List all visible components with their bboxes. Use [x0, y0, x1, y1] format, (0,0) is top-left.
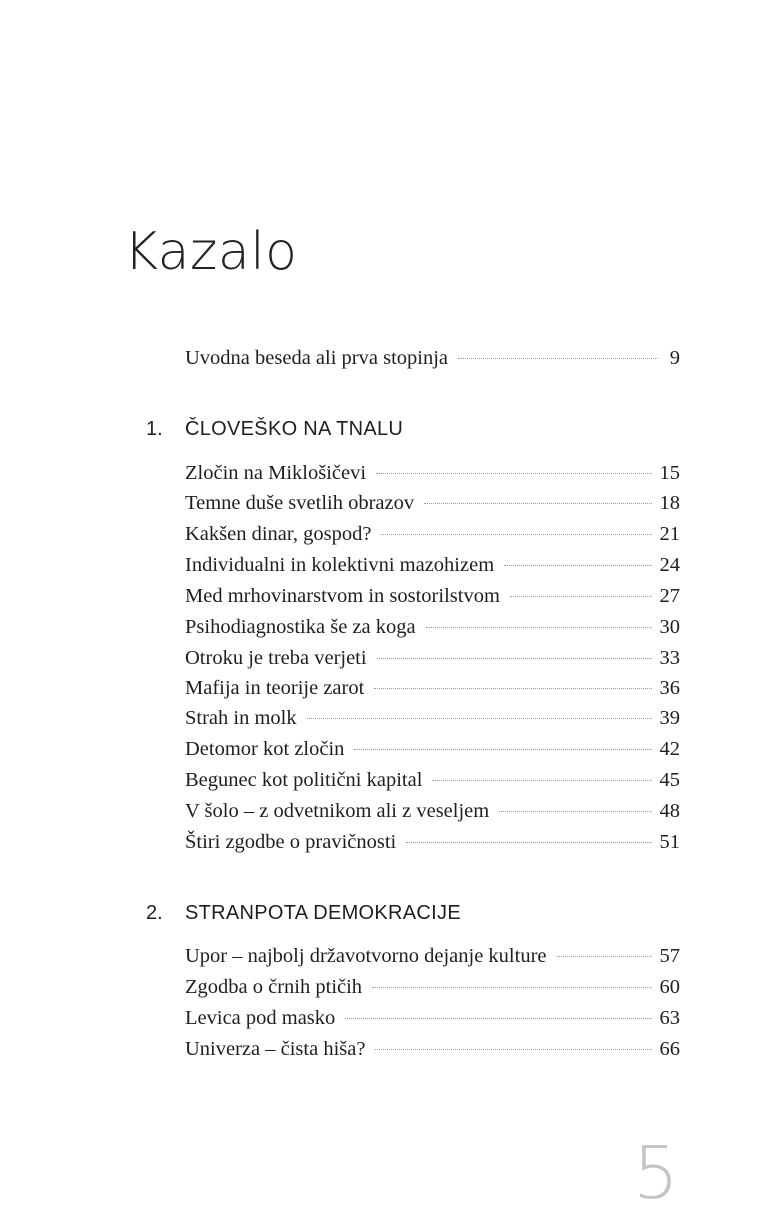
toc-entry[interactable] [185, 768, 680, 792]
dot-leader [381, 533, 651, 535]
toc-entry-page: 63 [659, 1007, 680, 1029]
toc-entry-title: Uvodna beseda ali prva stopinja [185, 347, 449, 369]
toc-entry-title: Psihodiagnostika še za koga [185, 616, 416, 638]
page-title: Kazalo [124, 222, 298, 282]
toc-entry-page: 51 [659, 831, 680, 853]
toc-entry-page: 60 [659, 976, 680, 998]
toc-entry[interactable] [185, 706, 680, 730]
toc-entry-title: Upor – najbolj državotvorno dejanje kulture [185, 945, 547, 967]
toc-entry[interactable] [185, 830, 680, 854]
dot-leader [499, 810, 651, 812]
toc-entry-page: 36 [659, 677, 680, 699]
toc-entry[interactable] [185, 615, 680, 639]
chapter-number: 2. [146, 902, 163, 924]
toc-entry-page: 45 [659, 769, 680, 791]
toc-entry[interactable] [185, 975, 680, 999]
toc-entry-page: 21 [659, 523, 680, 545]
toc-entry[interactable] [185, 646, 680, 670]
toc-entry-title: Individualni in kolektivni mazohizem [185, 554, 495, 576]
toc-entry-title: Zgodba o črnih ptičih [185, 976, 363, 998]
toc-entry-page: 33 [659, 647, 680, 669]
toc-entry-page: 48 [659, 800, 680, 822]
dot-leader [372, 986, 651, 988]
toc-entry-page: 24 [659, 554, 680, 576]
toc-entry[interactable] [185, 1006, 680, 1030]
toc-entry[interactable] [185, 522, 680, 546]
toc-entry[interactable] [185, 553, 680, 577]
dot-leader [406, 841, 651, 843]
toc-entry-title: Otroku je treba verjeti [185, 647, 367, 669]
dot-leader [354, 748, 651, 750]
dot-leader [345, 1017, 651, 1019]
chapter-title: STRANPOTA DEMOKRACIJE [185, 902, 461, 924]
toc-entry-title: Mafija in teorije zarot [185, 677, 365, 699]
dot-leader [557, 955, 652, 957]
toc-entry-page: 66 [659, 1038, 680, 1060]
toc-entry[interactable] [185, 944, 680, 968]
chapter-number: 1. [146, 418, 163, 440]
toc-entry-intro[interactable] [185, 346, 680, 370]
toc-entry[interactable] [185, 737, 680, 761]
toc-entry[interactable] [185, 676, 680, 700]
toc-entry-page: 9 [669, 347, 680, 369]
dot-leader [510, 595, 652, 597]
dot-leader [432, 779, 651, 781]
toc-entry-title: Univerza – čista hiša? [185, 1038, 366, 1060]
dot-leader [424, 502, 651, 504]
toc-entry-title: Strah in molk [185, 707, 297, 729]
toc-entry[interactable] [185, 491, 680, 515]
page-number: 5 [633, 1131, 679, 1215]
toc-entry-title: Levica pod masko [185, 1007, 336, 1029]
dot-leader [374, 687, 651, 689]
toc-entry-page: 30 [659, 616, 680, 638]
dot-leader [504, 564, 651, 566]
toc-entry-title: Temne duše svetlih obrazov [185, 492, 415, 514]
toc-entry-page: 57 [659, 945, 680, 967]
toc-entry-title: Detomor kot zločin [185, 738, 345, 760]
dot-leader [458, 357, 658, 359]
toc-entry-page: 18 [659, 492, 680, 514]
dot-leader [375, 1048, 651, 1050]
toc-entry-page: 39 [659, 707, 680, 729]
dot-leader [377, 657, 652, 659]
toc-entry-title: Med mrhovinarstvom in sostorilstvom [185, 585, 500, 607]
dot-leader [376, 472, 651, 474]
toc-entry-page: 15 [659, 462, 680, 484]
toc-entry[interactable] [185, 584, 680, 608]
toc-entry[interactable] [185, 461, 680, 485]
toc-entry-title: Kakšen dinar, gospod? [185, 523, 372, 545]
chapter-title: ČLOVEŠKO NA TNALU [185, 418, 404, 440]
toc-entry-title: Begunec kot politični kapital [185, 769, 423, 791]
toc-entry-page: 27 [659, 585, 680, 607]
toc-entry-title: Štiri zgodbe o pravičnosti [185, 831, 397, 853]
dot-leader [307, 717, 652, 719]
toc-entry-title: Zločin na Miklošičevi [185, 462, 367, 484]
toc-entry-page: 42 [659, 738, 680, 760]
toc-entry[interactable] [185, 799, 680, 823]
dot-leader [426, 626, 652, 628]
toc-entry[interactable] [185, 1037, 680, 1061]
toc-entry-title: V šolo – z odvetnikom ali z veseljem [185, 800, 490, 822]
